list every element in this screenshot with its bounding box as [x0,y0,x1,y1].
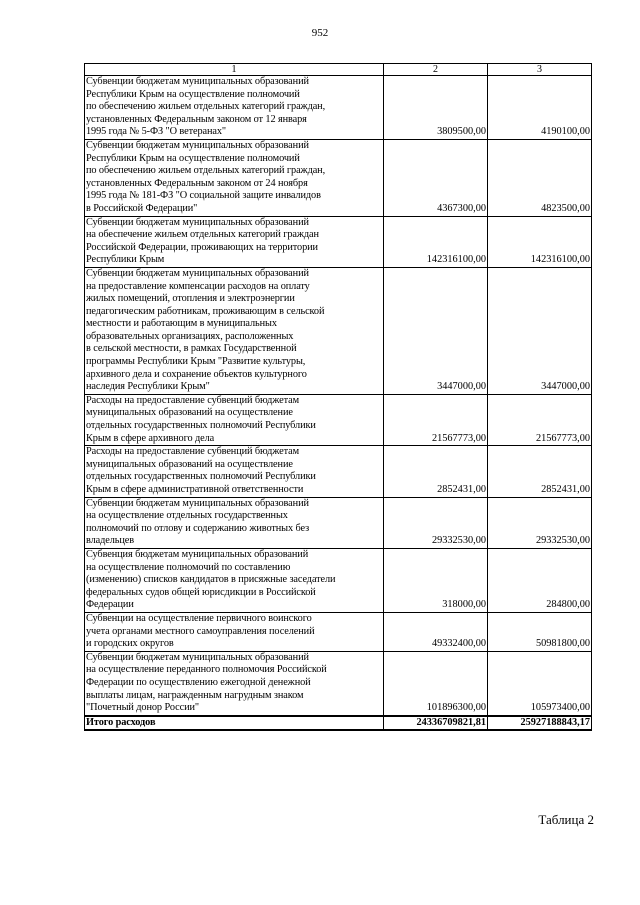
row-name: Субвенции бюджетам муниципальных образований на осуществление отдельных государственных полномочий по отлову и содержанию животных без владельцев [85,497,384,548]
total-value-col2: 24336709821,81 [384,716,488,731]
table-row [85,548,592,612]
expenditure-table [84,63,592,731]
row-name: Субвенции бюджетам муниципальных образований на осуществление переданного полномочия Российской Федерации по осуществлению ежегодной денежной выплаты лицам, награжденным нагрудным знаком "Почетный донор России" [85,651,384,715]
row-value-col3: 3447000,00 [488,267,592,394]
row-value-col2: 21567773,00 [384,394,488,445]
table-header-row [85,64,592,76]
total-label: Итого расходов [85,716,384,731]
row-value-col2: 29332530,00 [384,497,488,548]
table-row [85,497,592,548]
table-row [85,446,592,497]
table-row [85,267,592,394]
column-header-3: 3 [488,64,592,76]
total-value-col3: 25927188843,17 [488,716,592,731]
row-value-col2: 101896300,00 [384,651,488,715]
table-caption: Таблица 2 [538,812,594,827]
row-name: Расходы на предоставление субвенций бюджетам муниципальных образований на осуществление отдельных государственных полномочий Республики Крым в сфере административной ответственности [85,446,384,497]
page-number: 952 [311,27,329,39]
row-name: Субвенция бюджетам муниципальных образований на осуществление полномочий по составлению (изменению) списков кандидатов в присяжные заседатели федеральных судов общей юрисдикции в Российской Федерации [85,548,384,612]
row-value-col3: 105973400,00 [488,651,592,715]
row-name: Субвенции бюджетам муниципальных образований Республики Крым на осуществление полномочий по обеспечению жильем отдельных категорий граждан, установленных Федеральным законом от 24 ноября 1995 года № 181-ФЗ "О социальной защите инвалидов в Российской Федерации" [85,139,384,216]
row-name: Субвенции бюджетам муниципальных образований на обеспечение жильем отдельных категорий граждан Российской Федерации, проживающих на территории Республики Крым [85,216,384,267]
row-value-col3: 284800,00 [488,548,592,612]
row-value-col2: 4367300,00 [384,139,488,216]
total-row [85,716,592,731]
row-value-col2: 318000,00 [384,548,488,612]
column-header-2: 2 [384,64,488,76]
row-name: Субвенции бюджетам муниципальных образований на предоставление компенсации расходов на оплату жилых помещений, отопления и электроэнергии педагогическим работникам, проживающим в сельской местности и работающим в муниципальных образовательных организациях, расположенных в сельской местности, в рамках Государственной программы Республики Крым "Развитие культуры, архивного дела и сохранение объектов культурного наследия Республики Крым" [85,267,384,394]
row-value-col2: 3447000,00 [384,267,488,394]
table-row [85,76,592,140]
row-value-col3: 29332530,00 [488,497,592,548]
row-value-col2: 49332400,00 [384,612,488,651]
table-row [85,651,592,715]
row-name: Субвенции бюджетам муниципальных образований Республики Крым на осуществление полномочий по обеспечению жильем отдельных категорий граждан, установленных Федеральным законом от 12 января 1995 года № 5-ФЗ "О ветеранах" [85,76,384,140]
row-value-col2: 142316100,00 [384,216,488,267]
table-row [85,139,592,216]
row-value-col3: 2852431,00 [488,446,592,497]
row-value-col3: 21567773,00 [488,394,592,445]
row-value-col2: 2852431,00 [384,446,488,497]
column-header-1: 1 [85,64,384,76]
row-value-col2: 3809500,00 [384,76,488,140]
table-row [85,394,592,445]
row-name: Расходы на предоставление субвенций бюджетам муниципальных образований на осуществление отдельных государственных полномочий Республики Крым в сфере архивного дела [85,394,384,445]
table-row [85,612,592,651]
row-value-col3: 4823500,00 [488,139,592,216]
row-value-col3: 4190100,00 [488,76,592,140]
row-value-col3: 142316100,00 [488,216,592,267]
row-name: Субвенции на осуществление первичного воинского учета органами местного самоуправления поселений и городских округов [85,612,384,651]
table-row [85,216,592,267]
row-value-col3: 50981800,00 [488,612,592,651]
